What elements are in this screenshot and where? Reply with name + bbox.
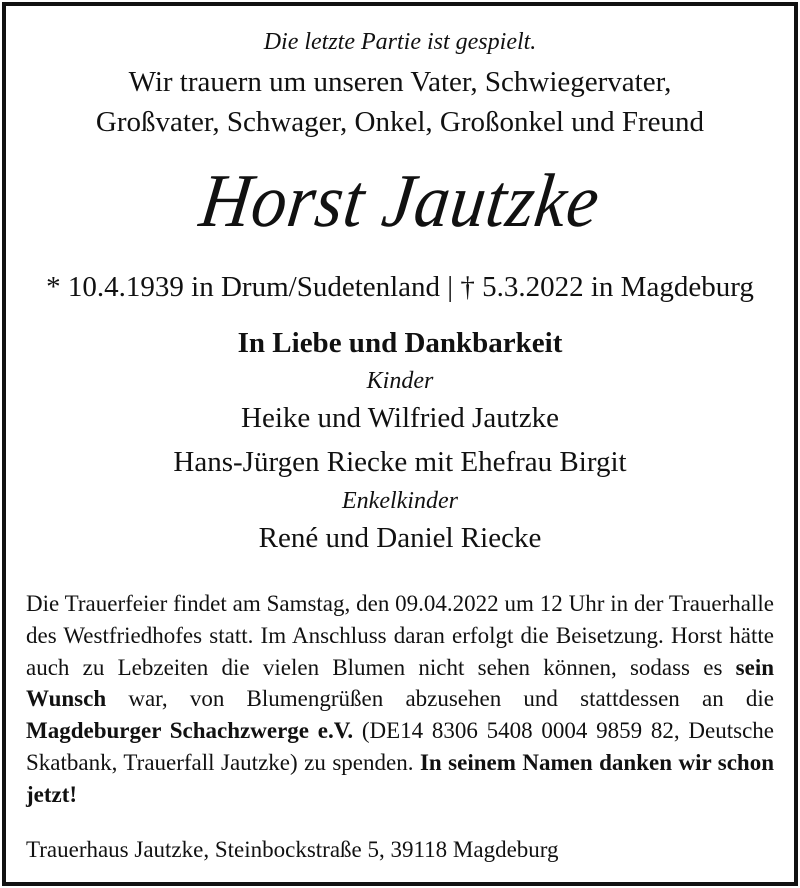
- charity-name: Magdeburger Schachzwerge e.V.: [26, 718, 354, 744]
- mourning-house-address: Trauerhaus Jautzke, Steinbockstraße 5, 39118 Magdeburg: [26, 837, 559, 862]
- mourner-name: René und Daniel Riecke: [258, 522, 542, 554]
- intro-line-2: Großvater, Schwager, Onkel, Großonkel und Freund: [95, 106, 705, 138]
- life-dates: * 10.4.1939 in Drum/Sudetenland | † 5.3.2022 in Magdeburg: [46, 271, 754, 303]
- mourner-name: Hans-Jürgen Riecke mit Ehefrau Birgit: [173, 446, 627, 478]
- mourner-name: Heike und Wilfried Jautzke: [241, 402, 559, 434]
- funeral-text-part: war, von Blumengrüßen abzusehen und stattdessen an die: [106, 686, 774, 712]
- funeral-text-part: (DE14 8306 5408 0004 9859 82, Deutsche Skatbank, Trauerfall Jautzke) zu spenden.: [26, 718, 774, 775]
- funeral-text-part: Die Trauerfeier findet am Samstag, den 09.04.2022 um 12 Uhr in der Trauerhalle des Westfriedhofes statt. Im Anschluss daran erfolgt die Beisetzung. Horst hätte auch zu Lebzeiten die vielen Blumen nicht sehen können, sodass es: [26, 591, 774, 680]
- motto: Die letzte Partie ist gespielt.: [263, 29, 537, 55]
- funeral-text-emphasis: sein Wunsch: [26, 654, 774, 712]
- mourner-role-grandchildren: Enkelkinder: [342, 488, 458, 514]
- love-heading: In Liebe und Dankbarkeit: [237, 327, 563, 359]
- closing-thanks: In seinem Namen danken wir schon jetzt!: [26, 749, 774, 807]
- intro-line-1: Wir trauern um unseren Vater, Schwiegervater,: [128, 66, 672, 98]
- deceased-name: Horst Jautzke: [195, 159, 605, 243]
- obituary-notice: [2, 2, 798, 886]
- funeral-notice-text: [26, 588, 774, 811]
- mourner-role-children: Kinder: [366, 368, 434, 394]
